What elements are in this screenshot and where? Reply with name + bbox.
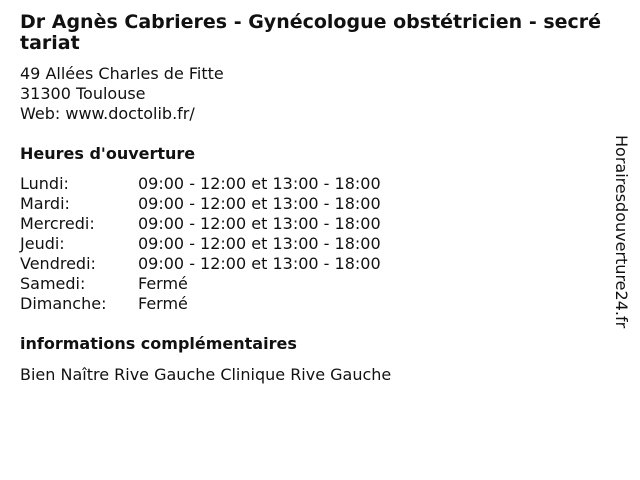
time-value: 09:00 - 12:00 et 13:00 - 18:00 (138, 214, 381, 233)
hours-row-sunday (20, 294, 381, 314)
hours-row-tuesday (20, 194, 381, 214)
address-block (20, 64, 224, 124)
day-label: Mardi: (20, 194, 70, 213)
address-city: 31300 Toulouse (20, 84, 146, 103)
day-label: Vendredi: (20, 254, 96, 273)
hours-row-monday (20, 174, 381, 194)
time-value: 09:00 - 12:00 et 13:00 - 18:00 (138, 234, 381, 253)
day-label: Jeudi: (20, 234, 65, 253)
additional-info-heading: informations complémentaires (20, 334, 297, 353)
day-label: Mercredi: (20, 214, 95, 233)
site-watermark: Horairesdouverture24.fr (612, 135, 631, 329)
time-value: 09:00 - 12:00 et 13:00 - 18:00 (138, 194, 381, 213)
opening-hours-table (20, 174, 381, 314)
page-title: Dr Agnès Cabrieres - Gynécologue obstétricien - secrétariat (20, 11, 602, 54)
hours-row-wednesday (20, 214, 381, 234)
day-label: Dimanche: (20, 294, 107, 313)
hours-row-friday (20, 254, 381, 274)
hours-row-thursday (20, 234, 381, 254)
hours-row-saturday (20, 274, 381, 294)
time-value: Fermé (138, 274, 188, 293)
opening-hours-heading: Heures d'ouverture (20, 144, 196, 163)
address-street: 49 Allées Charles de Fitte (20, 64, 224, 83)
day-label: Samedi: (20, 274, 86, 293)
time-value: 09:00 - 12:00 et 13:00 - 18:00 (138, 174, 381, 193)
additional-info-text: Bien Naître Rive Gauche Clinique Rive Gauche (20, 365, 392, 384)
day-label: Lundi: (20, 174, 69, 193)
website-text: Web: www.doctolib.fr/ (20, 104, 195, 123)
time-value: Fermé (138, 294, 188, 313)
time-value: 09:00 - 12:00 et 13:00 - 18:00 (138, 254, 381, 273)
